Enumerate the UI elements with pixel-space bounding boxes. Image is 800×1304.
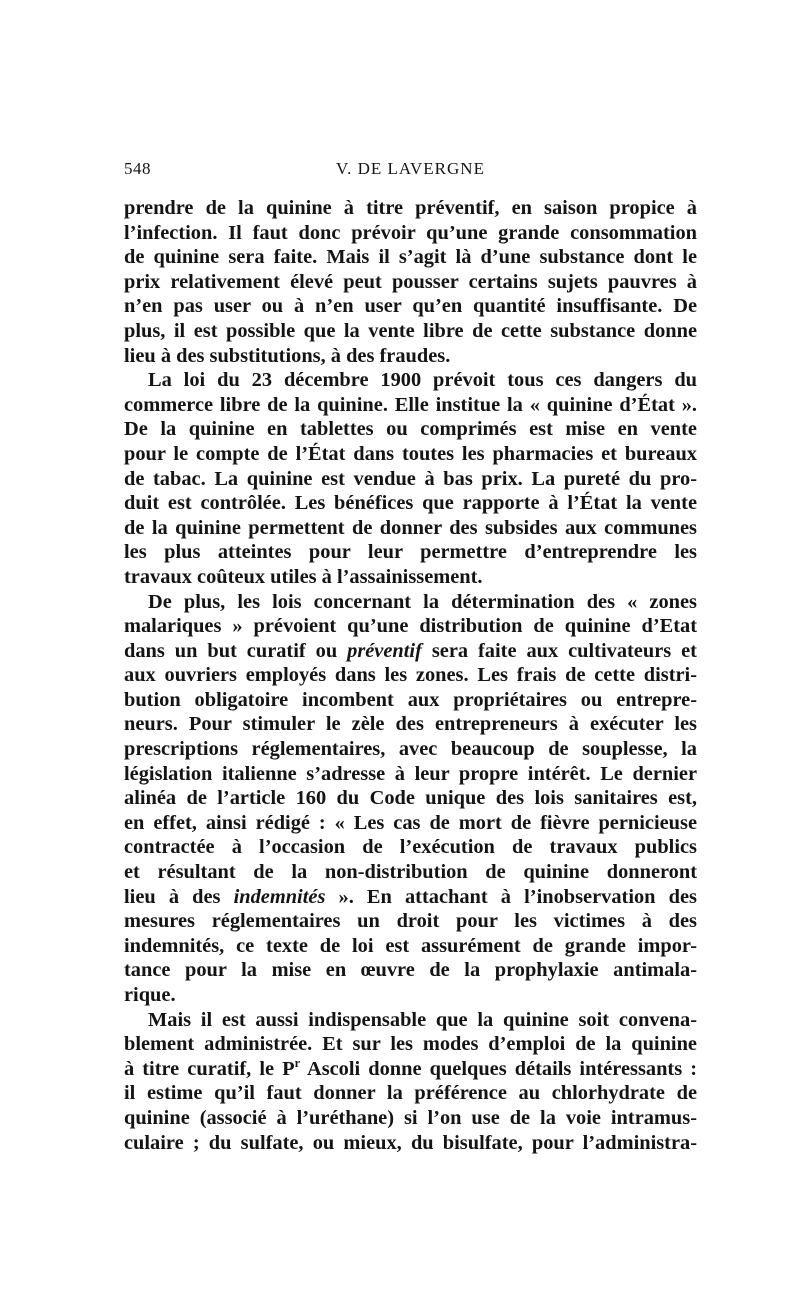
paragraph-4: [124, 1008, 697, 1156]
text-line: rique.: [124, 984, 176, 1006]
body-text: [124, 196, 697, 1155]
text-line: Mais il est aussi indispensable que la quinine soit convena-: [148, 1008, 697, 1031]
paragraph-1: [124, 196, 697, 368]
text-line: de la quinine permettent de donner des subsides aux communes: [124, 516, 697, 539]
text-line: il estime qu’il faut donner la préférence au chlorhydrate de: [124, 1082, 697, 1105]
text-line: commerce libre de la quinine. Elle institue la « quinine d’État ».: [124, 393, 697, 416]
text-line: duit est contrôlée. Les bénéfices que rapporte à l’État la vente: [124, 492, 697, 515]
text-segment: à titre curatif, le P: [124, 1057, 295, 1080]
text-line: indemnités, ce texte de loi est assurément de grande impor-: [124, 934, 697, 957]
text-line: prescriptions réglementaires, avec beaucoup de souplesse, la: [124, 738, 697, 761]
text-line: les plus atteintes pour leur permettre d’entreprendre les: [124, 541, 697, 564]
text-line: et résultant de la non-distribution de quinine donneront: [124, 861, 697, 884]
text-line: de quinine sera faite. Mais il s’agit là d’une substance dont le: [124, 246, 697, 269]
text-segment: Ascoli donne quelques détails intéressants :: [306, 1057, 697, 1080]
text-line: quinine (associé à l’uréthane) si l’on use de la voie intramus-: [124, 1106, 697, 1129]
text-line: contractée à l’occasion de l’exécution de travaux publics: [124, 836, 697, 859]
text-line: alinéa de l’article 160 du Code unique des lois sanitaires est,: [124, 787, 697, 810]
text-line: pour le compte de l’État dans toutes les pharmacies et bureaux: [124, 442, 697, 465]
text-line: lieu à des substitutions, à des fraudes.: [124, 344, 451, 367]
text-line: La loi du 23 décembre 1900 prévoit tous ces dangers du: [148, 369, 697, 392]
paragraph-2: [124, 368, 697, 589]
text-line: en effet, ainsi rédigé : « Les cas de mort de fièvre pernicieuse: [124, 811, 697, 834]
text-line: mesures réglementaires un droit pour les victimes à des: [124, 910, 697, 933]
text-line: n’en pas user ou à n’en user qu’en quantité insuffisante. De: [124, 295, 697, 318]
text-segment: sera faite aux cultivateurs et: [431, 639, 697, 662]
text-line: [124, 1057, 697, 1082]
text-line: législation italienne s’adresse à leur propre intérêt. Le dernier: [124, 762, 697, 785]
text-line: De plus, les lois concernant la détermination des « zones: [148, 590, 697, 613]
text-segment: lieu à des: [124, 885, 221, 908]
italic-word: préventif: [347, 639, 422, 662]
text-line: bution obligatoire incombent aux propriétaires ou entrepre-: [124, 688, 697, 711]
text-line: culaire ; du sulfate, ou mieux, du bisulfate, pour l’administra-: [124, 1131, 697, 1154]
text-line: travaux coûteux utiles à l’assainissement.: [124, 565, 483, 588]
text-line: De la quinine en tablettes ou comprimés est mise en vente: [124, 418, 697, 441]
text-line: [124, 885, 697, 910]
text-line: blement administrée. Et sur les modes d’emploi de la quinine: [124, 1033, 697, 1056]
text-line: l’infection. Il faut donc prévoir qu’une grande consommation: [124, 221, 697, 244]
paragraph-3: [124, 590, 697, 1008]
text-segment: ». En attachant à l’inobservation des: [338, 885, 697, 908]
text-line: [124, 639, 697, 664]
text-line: malariques » prévoient qu’une distribution de quinine d’Etat: [124, 615, 697, 638]
text-segment: dans un but curatif ou: [124, 639, 338, 662]
running-head: [124, 157, 697, 181]
text-line: prix relativement élevé peut pousser certains sujets pauvres à: [124, 270, 697, 293]
page-number: 548: [124, 159, 151, 178]
text-line: aux ouvriers employés dans les zones. Les frais de cette distri-: [124, 664, 697, 687]
text-line: plus, il est possible que la vente libre de cette substance donne: [124, 319, 697, 342]
text-line: prendre de la quinine à titre préventif, en saison propice à: [124, 197, 697, 219]
text-line: tance pour la mise en œuvre de la prophylaxie antimala-: [124, 959, 697, 982]
running-title: V. DE LAVERGNE: [336, 159, 485, 178]
italic-word: indemnités: [233, 885, 326, 908]
text-line: de tabac. La quinine est vendue à bas prix. La pureté du pro-: [124, 467, 697, 490]
text-line: neurs. Pour stimuler le zèle des entrepreneurs à exécuter les: [124, 713, 697, 736]
superscript: r: [294, 1055, 301, 1070]
